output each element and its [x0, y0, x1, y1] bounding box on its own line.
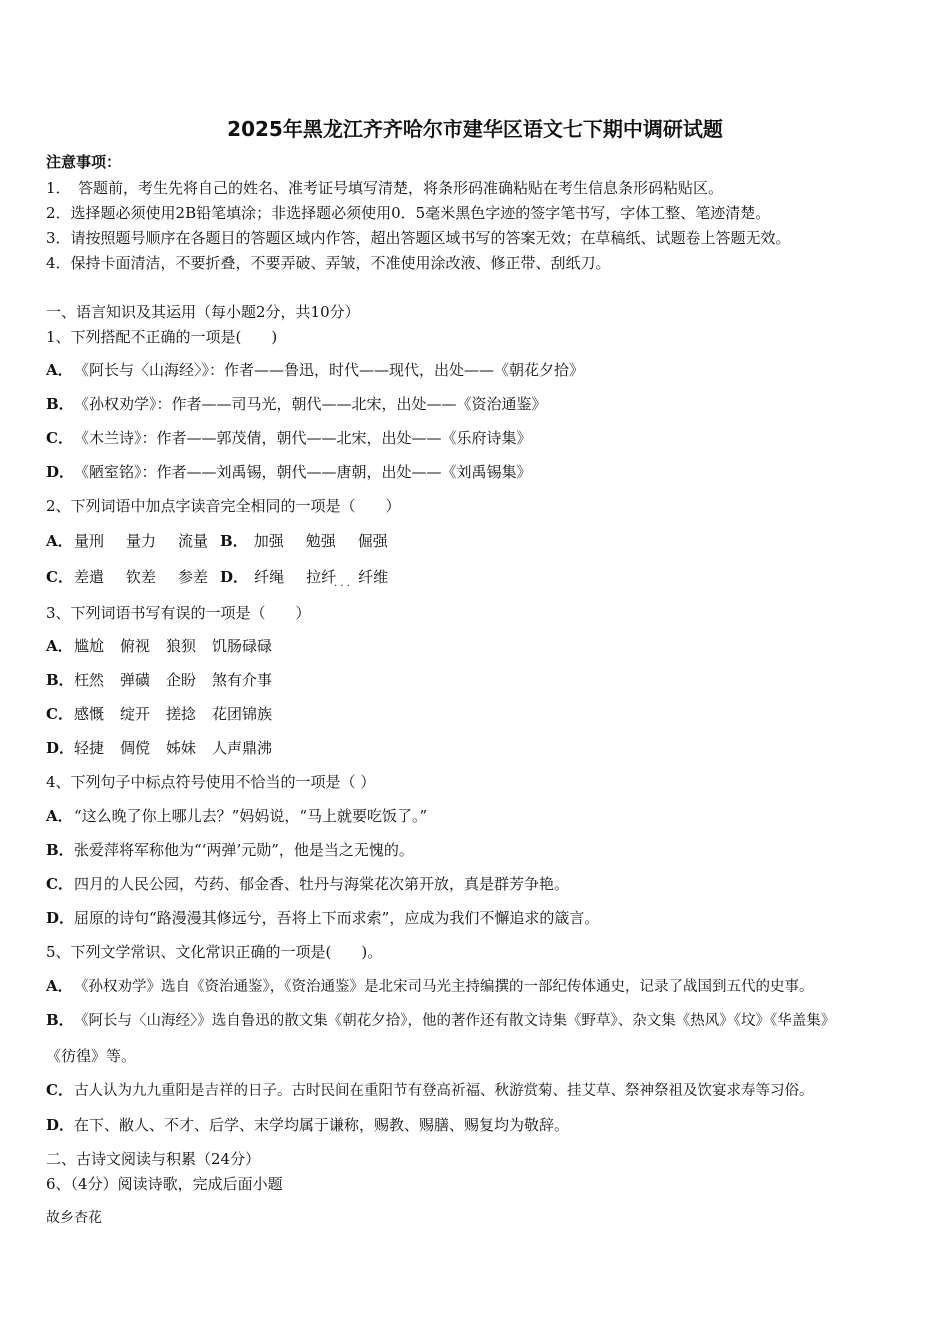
- option-c: C．四月的人民公园，芍药、郁金香、牡丹与海棠花次第开放，真是群芳争艳。: [46, 875, 570, 893]
- notice-item: 1． 答题前，考生先将自己的姓名、准考证号填写清楚，将条形码准确粘贴在考生信息条形码粘贴区。: [46, 179, 724, 197]
- option-d: D．《陋室铭》：作者——刘禹锡，朝代——唐朝，出处——《刘禹锡集》: [46, 463, 532, 481]
- page-title: 2025年黑龙江齐齐哈尔市建华区语文七下期中调研试题: [227, 117, 723, 141]
- question-stem: 2、下列词语中加点字读音完全相同的一项是（ ）: [46, 497, 401, 515]
- option-c: C．古人认为九九重阳是吉祥的日子。古时民间在重阳节有登高祈福、秋游赏菊、挂艾草、祭神祭祖及饮宴求寿等习俗。: [46, 1081, 814, 1099]
- notice-item: 3．请按照题号顺序在各题目的答题区域内作答，超出答题区域书写的答案无效；在草稿纸、试题卷上答题无效。: [46, 229, 791, 247]
- option-b-continued: 《彷徨》等。: [46, 1047, 137, 1065]
- question-stem: 3、下列词语书写有误的一项是（ ）: [46, 604, 311, 622]
- option-a: A．尴尬 俯视 狼狈 饥肠碌碌: [46, 637, 273, 655]
- poem-title: 故乡杏花: [46, 1210, 102, 1226]
- option-a: A．“这么晚了你上哪儿去？”妈妈说，“马上就要吃饭了。”: [46, 807, 428, 825]
- option-d: D．屈原的诗句“路漫漫其修远兮，吾将上下而求索”，应成为我们不懈追求的箴言。: [46, 909, 600, 927]
- option-c: C．感慨 绽开 搓捻 花团锦族: [46, 705, 273, 723]
- section-heading: 二、古诗文阅读与积累（24分）: [46, 1150, 261, 1168]
- option-d: D．在下、敝人、不才、后学、末学均属于谦称，赐教、赐膳、赐复均为敬辞。: [46, 1116, 570, 1134]
- option-b: B．枉然 弹磺 企盼 煞有介事: [46, 671, 273, 689]
- option-b: B．张爱萍将军称他为“‘两弹’元勋”，他是当之无愧的。: [46, 841, 414, 859]
- question-stem: 6、（4分）阅读诗歌，完成后面小题: [46, 1175, 283, 1193]
- option-b: B．《阿长与〈山海经〉》选自鲁迅的散文集《朝花夕拾》，他的著作还有散文诗集《野草》、杂文集《热风》《坟》《华盖集》: [46, 1011, 836, 1029]
- option-row-ab: A．量刑 量力 流量 B． 加强 勉强 倔强: [46, 532, 388, 550]
- notice-heading: 注意事项：: [46, 153, 122, 171]
- option-d: D．轻捷 倜傥 姊妹 人声鼎沸: [46, 739, 273, 757]
- option-row-cd: C．差遣 钦差 参差 D． 纤绳 拉纤 · · · 纤维: [46, 567, 388, 587]
- option-a: A．《孙权劝学》选自《资治通鉴》，《资治通鉴》是北宋司马光主持编撰的一部纪传体通史，记录了战国到五代的史事。: [46, 977, 814, 995]
- option-c: C．《木兰诗》：作者——郭茂倩，朝代——北宋，出处——《乐府诗集》: [46, 429, 532, 447]
- question-stem: 5、下列文学常识、文化常识正确的一项是( )。: [46, 943, 383, 961]
- section-heading: 一、语言知识及其运用（每小题2分，共10分）: [46, 303, 360, 321]
- notice-item: 2．选择题必须使用2B铅笔填涂；非选择题必须使用0．5毫米黑色字迹的签字笔书写，字体工整、笔迹清楚。: [46, 204, 771, 222]
- notice-item: 4．保持卡面清洁，不要折叠，不要弄破、弄皱，不准使用涂改液、修正带、刮纸刀。: [46, 254, 611, 272]
- question-stem: 1、下列搭配不正确的一项是( ): [46, 328, 278, 346]
- question-stem: 4、下列句子中标点符号使用不恰当的一项是（ ）: [46, 773, 376, 791]
- option-a: A．《阿长与〈山海经〉》：作者——鲁迅，时代——现代，出处——《朝花夕拾》: [46, 361, 585, 379]
- option-b: B．《孙权劝学》：作者——司马光，朝代——北宋，出处——《资治通鉴》: [46, 395, 547, 413]
